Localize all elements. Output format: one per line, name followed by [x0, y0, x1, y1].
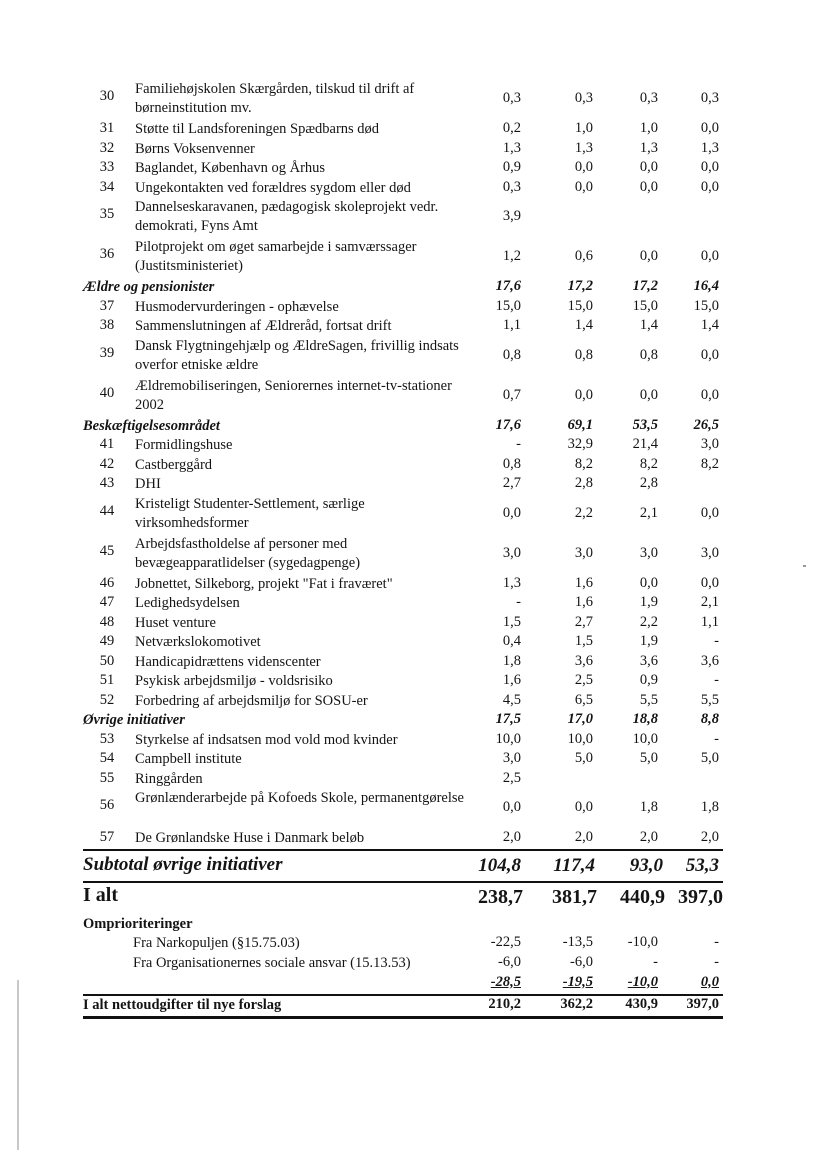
value-col-3: 1,8	[639, 799, 658, 815]
item-number: 46	[99, 574, 115, 591]
item-description: Ledighedsydelsen	[135, 595, 240, 611]
value-col-4: 5,0	[700, 750, 719, 766]
value-col-1: 1,2	[502, 248, 521, 264]
item-row	[83, 770, 723, 790]
item-row	[83, 750, 723, 770]
value-col-4: 15,0	[693, 297, 719, 314]
net-total-bottom-rule	[83, 1016, 723, 1019]
value-col-2: 1,5	[574, 633, 593, 649]
value-col-1: 10,0	[495, 730, 521, 747]
value-col-4: 3,0	[700, 436, 719, 452]
item-number: 40	[99, 384, 115, 401]
value-col-2: 17,0	[567, 711, 593, 727]
item-description: Dannelseskaravanen, pædagogisk skoleprojekt vedr. demokrati, Fyns Amt	[135, 199, 439, 234]
value-col-4: 0,0	[700, 346, 719, 363]
value-col-1: -	[516, 594, 521, 610]
reprioritization-label: Fra Narkopuljen (§15.75.03)	[133, 934, 300, 951]
value-col-4: 397,0	[686, 995, 719, 1012]
value-col-2: 2,5	[574, 672, 593, 688]
item-description: DHI	[135, 476, 161, 492]
value-col-4: 1,4	[700, 317, 719, 333]
item-row	[83, 120, 723, 140]
value-col-3: 93,0	[629, 854, 663, 876]
value-col-2: 5,0	[574, 750, 593, 766]
item-description: Arbejdsfastholdelse af personer med bevægeapparatlidelser (sygedagpenge)	[135, 535, 361, 571]
item-number: 38	[99, 317, 115, 333]
value-col-2: 10,0	[567, 730, 593, 747]
value-col-2: 2,0	[574, 829, 593, 845]
value-col-2: 15,0	[567, 297, 593, 314]
value-col-2: 8,2	[574, 455, 593, 472]
item-description: Forbedring af arbejdsmiljø for SOSU-er	[135, 692, 368, 709]
value-col-3: -	[653, 953, 658, 970]
category-label: Beskæftigelsesområdet	[83, 417, 220, 434]
item-row	[83, 594, 723, 614]
value-col-1: 3,9	[502, 208, 521, 224]
budget-table	[83, 80, 723, 1020]
item-row	[83, 456, 723, 476]
value-col-1: -28,5	[490, 973, 521, 990]
value-col-3: 2,8	[639, 475, 658, 491]
subtotal-top-rule	[83, 849, 723, 851]
value-col-4: -	[714, 933, 719, 950]
value-col-1: 2,5	[502, 769, 521, 786]
value-col-3: 1,0	[639, 120, 658, 136]
value-col-4: 3,0	[700, 544, 719, 561]
value-col-3: 1,9	[639, 633, 658, 649]
value-col-3: 17,2	[632, 278, 658, 294]
value-col-3: 15,0	[632, 297, 658, 314]
subtotal-label: Subtotal øvrige initiativer	[83, 853, 283, 875]
item-description: Støtte til Landsforeningen Spædbarns død	[135, 121, 380, 137]
item-row	[83, 614, 723, 634]
item-row	[83, 377, 723, 417]
value-col-3: 0,0	[639, 178, 658, 195]
value-col-1: 0,3	[502, 90, 521, 106]
item-description: Pilotprojekt om øget samarbejde i samværssager (Justitsministeriet)	[135, 239, 417, 274]
value-col-2: 0,0	[574, 178, 593, 195]
item-row	[83, 653, 723, 673]
value-col-4: 0,0	[700, 973, 719, 990]
item-description: Jobnettet, Silkeborg, projekt "Fat i fraværet"	[135, 575, 393, 592]
value-col-3: 440,9	[620, 885, 665, 908]
item-description: Huset venture	[135, 614, 216, 631]
net-total-label: I alt nettoudgifter til nye forslag	[83, 996, 282, 1013]
item-number: 33	[99, 159, 115, 175]
item-number: 57	[99, 829, 115, 845]
value-col-3: 0,0	[639, 159, 658, 175]
value-col-3: 21,4	[632, 436, 658, 452]
value-col-1: 104,8	[478, 854, 521, 876]
item-row	[83, 633, 723, 653]
section-rows-41-52	[83, 436, 723, 711]
value-col-2: 6,5	[574, 691, 593, 708]
item-description: Familiehøjskolen Skærgården, tilskud til drift af børneinstitution mv.	[135, 81, 415, 116]
value-col-2: 0,8	[574, 346, 593, 363]
value-col-4: -	[714, 953, 719, 970]
category-beskaeftigelse-row	[83, 417, 723, 437]
item-number: 43	[99, 475, 115, 491]
value-col-2: 2,2	[574, 504, 593, 521]
value-col-2: 1,6	[574, 594, 593, 610]
value-col-1: 17,6	[495, 416, 521, 433]
value-col-1: 0,9	[502, 159, 521, 175]
item-description: Formidlingshuse	[135, 437, 233, 453]
item-number: 35	[99, 206, 115, 222]
item-description: Handicapidrættens videnscenter	[135, 653, 321, 670]
value-col-3: 0,3	[639, 90, 658, 106]
value-col-3: 0,0	[639, 574, 658, 591]
value-col-4: 0,0	[700, 574, 719, 591]
value-col-3: 0,8	[639, 346, 658, 363]
item-row	[83, 829, 723, 849]
item-description: Castberggård	[135, 456, 213, 473]
subtotal-bottom-rule	[83, 881, 723, 883]
item-number: 44	[99, 502, 115, 519]
item-description: Husmodervurderingen - ophævelse	[135, 298, 339, 315]
value-col-1: 238,7	[478, 885, 523, 908]
value-col-1: 15,0	[495, 297, 521, 314]
value-col-4: 53,3	[685, 854, 719, 876]
item-description: Ringgården	[135, 770, 203, 787]
reprioritization-row	[83, 954, 723, 974]
item-row	[83, 692, 723, 712]
category-ovrige-row	[83, 711, 723, 731]
value-col-3: 3,0	[639, 544, 658, 561]
omprioriteringer-rows	[83, 934, 723, 974]
value-col-1: 1,8	[502, 652, 521, 669]
value-col-2: 17,2	[567, 278, 593, 294]
item-row	[83, 198, 723, 238]
value-col-1: 0,2	[502, 120, 521, 136]
value-col-4: 8,2	[700, 455, 719, 472]
omprioriteringer-title: Omprioriteringer	[83, 915, 193, 932]
value-col-1: 17,5	[495, 711, 521, 727]
value-col-2: 117,4	[553, 854, 595, 876]
section-rows-30-36	[83, 80, 723, 278]
value-col-2: 3,6	[574, 652, 593, 669]
value-col-2: 1,3	[574, 139, 593, 156]
item-number: 55	[99, 769, 115, 786]
item-number: 48	[99, 613, 115, 630]
value-col-3: 2,2	[639, 613, 658, 630]
item-number: 39	[99, 344, 115, 361]
section-rows-37-40	[83, 298, 723, 417]
value-col-4: 397,0	[678, 885, 723, 908]
value-col-1: 0,3	[502, 178, 521, 195]
value-col-1: 0,0	[502, 799, 521, 815]
item-row	[83, 179, 723, 199]
item-number: 32	[99, 139, 115, 156]
net-total-row	[83, 996, 723, 1016]
scan-speck	[803, 565, 806, 567]
item-number: 56	[99, 797, 115, 813]
item-number: 30	[99, 88, 115, 104]
total-row	[83, 884, 723, 914]
item-description: Psykisk arbejdsmiljø - voldsrisiko	[135, 673, 333, 689]
value-col-1: 1,6	[502, 672, 521, 688]
item-description: Børns Voksenvenner	[135, 140, 255, 157]
value-col-2: 1,4	[574, 317, 593, 333]
value-col-4: -	[714, 672, 719, 688]
value-col-1: 3,0	[502, 544, 521, 561]
value-col-3: 0,0	[639, 386, 658, 403]
item-row	[83, 789, 723, 829]
item-number: 50	[99, 652, 115, 669]
value-col-3: -10,0	[627, 933, 658, 950]
value-col-2: 3,0	[574, 544, 593, 561]
item-number: 45	[99, 542, 115, 559]
item-number: 47	[99, 594, 115, 610]
item-row	[83, 337, 723, 377]
item-row	[83, 436, 723, 456]
value-col-4: 1,3	[700, 139, 719, 156]
value-col-3: 1,4	[639, 317, 658, 333]
value-col-3: -10,0	[627, 973, 658, 990]
item-row	[83, 140, 723, 160]
reprioritization-row	[83, 934, 723, 954]
value-col-4: 16,4	[693, 278, 719, 294]
net-bottom-rule-wrap	[83, 1016, 723, 1020]
value-col-4: 0,0	[700, 248, 719, 264]
value-col-2: -19,5	[562, 973, 593, 990]
subtotal-row	[83, 853, 723, 881]
value-col-4: 5,5	[700, 691, 719, 708]
value-col-2: 1,6	[574, 574, 593, 591]
value-col-3: 430,9	[625, 995, 658, 1012]
category-label: Ældre og pensionister	[83, 279, 215, 295]
item-description: Ungekontakten ved forældres sygdom eller død	[135, 179, 411, 196]
value-col-2: 1,0	[574, 120, 593, 136]
value-col-3: 53,5	[632, 416, 658, 433]
total-label: I alt	[83, 883, 118, 906]
item-number: 51	[99, 672, 115, 688]
item-row	[83, 672, 723, 692]
item-row	[83, 80, 723, 120]
value-col-1: 2,0	[502, 829, 521, 845]
value-col-3: 18,8	[632, 711, 658, 727]
value-col-3: 2,0	[639, 829, 658, 845]
value-col-1: 2,7	[502, 475, 521, 491]
value-col-3: 5,5	[639, 691, 658, 708]
value-col-4: 0,0	[700, 159, 719, 175]
item-row	[83, 238, 723, 278]
value-col-3: 0,0	[639, 248, 658, 264]
value-col-3: 10,0	[632, 730, 658, 747]
value-col-2: 0,0	[574, 159, 593, 175]
value-col-4: 0,3	[700, 90, 719, 106]
value-col-1: 1,3	[502, 139, 521, 156]
item-number: 34	[99, 178, 115, 195]
value-col-2: 2,8	[574, 475, 593, 491]
value-col-4: 0,0	[700, 120, 719, 136]
item-number: 42	[99, 455, 115, 472]
value-col-4: 2,1	[700, 594, 719, 610]
item-description: Sammenslutningen af Ældreråd, fortsat drift	[135, 318, 392, 334]
value-col-3: 0,9	[639, 672, 658, 688]
value-col-2: 0,3	[574, 90, 593, 106]
value-col-3: 5,0	[639, 750, 658, 766]
value-col-3: 1,3	[639, 139, 658, 156]
omprioriteringer-heading	[83, 914, 723, 934]
value-col-1: 0,8	[502, 455, 521, 472]
value-col-2: 381,7	[552, 885, 597, 908]
value-col-3: 2,1	[639, 504, 658, 521]
item-number: 54	[99, 750, 115, 766]
value-col-1: 1,1	[502, 317, 521, 333]
item-description: Styrkelse af indsatsen mod vold mod kvinder	[135, 731, 398, 748]
value-col-2: 0,6	[574, 248, 593, 264]
value-col-2: 2,7	[574, 613, 593, 630]
value-col-4: 8,8	[700, 711, 719, 727]
value-col-1: 1,3	[502, 574, 521, 591]
value-col-1: 0,0	[502, 504, 521, 521]
item-number: 36	[99, 246, 115, 262]
value-col-1: 0,7	[502, 386, 521, 403]
item-number: 53	[99, 730, 115, 747]
value-col-4: 1,8	[700, 799, 719, 815]
value-col-1: 1,5	[502, 613, 521, 630]
item-description: Grønlænderarbejde på Kofoeds Skole, permanentgørelse	[135, 790, 464, 806]
value-col-4: 2,0	[700, 829, 719, 845]
item-number: 41	[99, 436, 115, 452]
value-col-4: -	[714, 633, 719, 649]
item-row	[83, 575, 723, 595]
item-row	[83, 731, 723, 751]
item-row	[83, 495, 723, 535]
value-col-1: 4,5	[502, 691, 521, 708]
omprioriteringer-sum-row	[83, 974, 723, 994]
item-row	[83, 159, 723, 179]
value-col-2: -13,5	[562, 933, 593, 950]
scan-edge-line	[17, 980, 19, 1150]
section-rows-53-57	[83, 731, 723, 849]
item-description: De Grønlandske Huse i Danmark beløb	[135, 830, 365, 846]
item-number: 31	[99, 120, 115, 136]
item-description: Baglandet, København og Århus	[135, 160, 326, 176]
value-col-1: -	[516, 436, 521, 452]
item-description: Campbell institute	[135, 751, 242, 767]
value-col-4: 0,0	[700, 504, 719, 521]
item-number: 37	[99, 297, 115, 314]
value-col-4: -	[714, 730, 719, 747]
item-row	[83, 535, 723, 575]
value-col-4: 0,0	[700, 178, 719, 195]
reprioritization-label: Fra Organisationernes sociale ansvar (15.13.53)	[133, 954, 411, 971]
value-col-3: 1,9	[639, 594, 658, 610]
category-aeldre-row	[83, 278, 723, 298]
value-col-1: 17,6	[495, 278, 521, 294]
value-col-1: 0,4	[502, 633, 521, 649]
value-col-1: 0,8	[502, 346, 521, 363]
value-col-1: 3,0	[502, 750, 521, 766]
value-col-2: 32,9	[567, 436, 593, 452]
item-description: Dansk Flygtningehjælp og ÆldreSagen, frivillig indsats overfor etniske ældre	[135, 337, 459, 373]
item-description: Kristeligt Studenter-Settlement, særlige virksomhedsformer	[135, 495, 365, 531]
value-col-4: 0,0	[700, 386, 719, 403]
value-col-2: 0,0	[574, 799, 593, 815]
value-col-3: 8,2	[639, 455, 658, 472]
value-col-2: 69,1	[567, 416, 593, 433]
value-col-4: 26,5	[693, 416, 719, 433]
value-col-1: -22,5	[490, 933, 521, 950]
item-description: Netværkslokomotivet	[135, 634, 261, 650]
value-col-1: -6,0	[498, 953, 521, 970]
item-row	[83, 298, 723, 318]
value-col-4: 3,6	[700, 652, 719, 669]
category-label: Øvrige initiativer	[83, 712, 185, 728]
value-col-2: -6,0	[570, 953, 593, 970]
value-col-2: 362,2	[560, 995, 593, 1012]
item-description: Ældremobiliseringen, Seniorernes internet-tv-stationer 2002	[135, 377, 452, 413]
item-row	[83, 475, 723, 495]
item-number: 49	[99, 633, 115, 649]
value-col-4: 1,1	[700, 613, 719, 630]
value-col-1: 210,2	[488, 995, 521, 1012]
value-col-3: 3,6	[639, 652, 658, 669]
item-row	[83, 317, 723, 337]
item-number: 52	[99, 691, 115, 708]
value-col-2: 0,0	[574, 386, 593, 403]
